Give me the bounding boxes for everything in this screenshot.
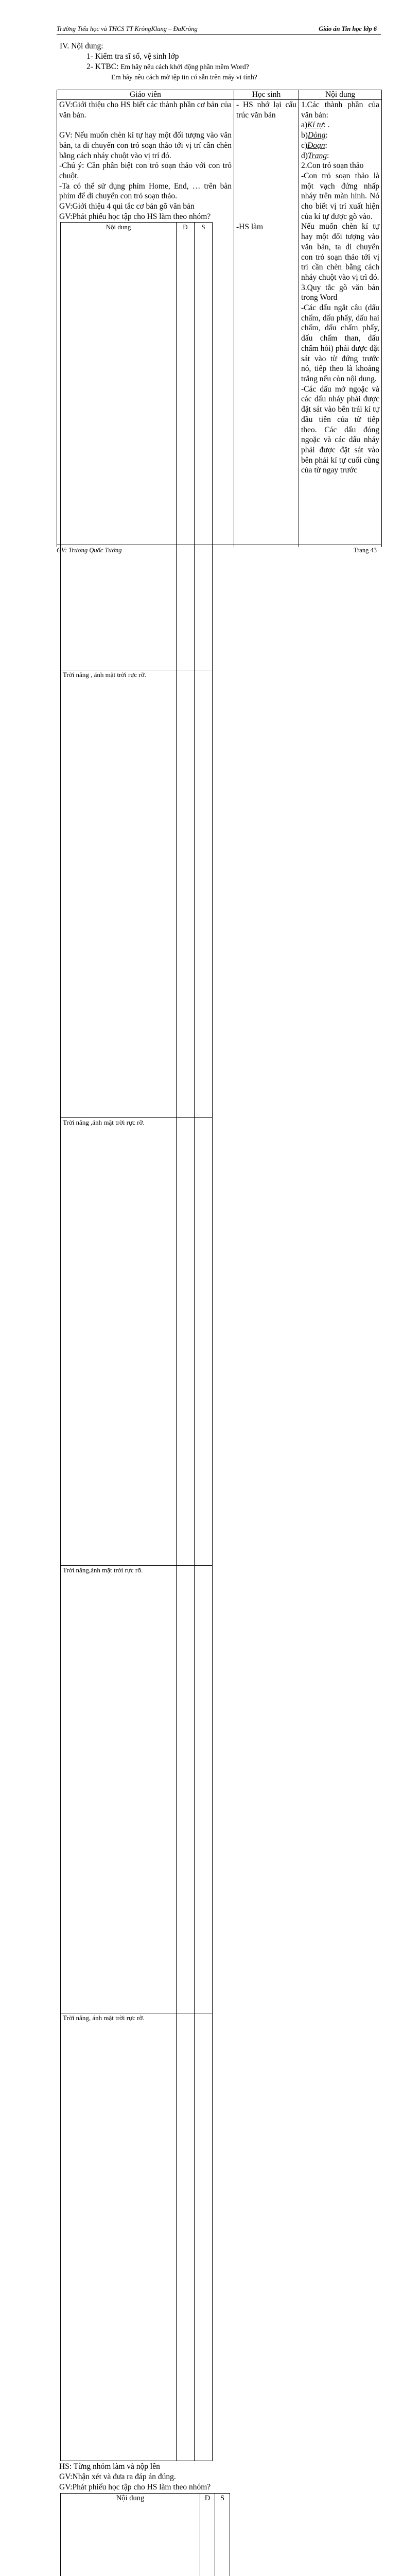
quiz1-check-true[interactable]	[177, 1566, 195, 2013]
quiz1-check-false[interactable]	[195, 2013, 213, 2461]
quiz1-check-false[interactable]	[195, 1566, 213, 2013]
intro-item-2-prefix: 2- KTBC:	[86, 62, 119, 71]
teacher-line: GV:Giới thiệu 4 qui tắc cơ bản gõ văn bản	[59, 202, 195, 211]
intro-item-1: 1- Kiểm tra sĩ số, vệ sinh lớp	[86, 52, 179, 61]
quiz-table-2	[60, 2493, 230, 2576]
col-header-student: Học sinh	[234, 90, 299, 100]
header-school: Trường Tiểu học và THCS TT KrôngKlang – ĐaKrông	[57, 25, 198, 32]
content-line: Nếu muốn chèn kí tự hay một đối tượng vào văn bản, ta di chuyển con trỏ soạn thảo tới vị trí cần chèn bằng cách nháy chuột vào vị trì đó.	[301, 222, 379, 282]
content-item-b	[301, 130, 379, 141]
content-item-c-suffix: :	[325, 141, 327, 150]
header-rule	[57, 34, 381, 35]
quiz1-header-content: Nội dung	[61, 223, 177, 670]
teacher-line: HS: Từng nhóm làm và nộp lên	[59, 2462, 160, 2471]
content-item-d-suffix: :	[326, 151, 329, 160]
intro-item-2-q2: Em hãy nêu cách mở tệp tin có sẵn trên máy vi tính?	[111, 73, 257, 81]
quiz1-header-true: Đ	[177, 223, 195, 670]
teacher-line: -Chú ý: Cần phân biệt con trỏ soạn thảo với con trỏ chuột.	[59, 161, 232, 180]
quiz1-check-true[interactable]	[177, 2013, 195, 2461]
col-header-teacher: Giáo viên	[57, 90, 234, 100]
quiz1-check-false[interactable]	[195, 670, 213, 1118]
content-item-c-term: Đoạn	[307, 141, 325, 150]
content-item-a-prefix: a)	[301, 121, 308, 130]
content-item-b-term: Dòng	[307, 131, 326, 140]
content-item-c	[301, 141, 379, 151]
content-line: 2.Con trỏ soạn thảo	[301, 161, 364, 171]
content-item-a-term: Kí tự	[307, 121, 324, 130]
quiz1-header-false: S	[195, 223, 213, 670]
col-header-content: Nội dung	[299, 90, 382, 100]
content-item-d-term: Trang	[307, 151, 327, 160]
content-item-d-prefix: d)	[301, 151, 308, 160]
quiz1-row: Trời nắng, ánh mặt trời rực rỡ.	[61, 2013, 177, 2461]
content-line: -Các dấu mở ngoặc và các dấu nháy phải được đặt sát vào bên trái kí tự đầu tiên của từ tiếp theo. Các dấu đóng ngoặc và các dấu nháy phải được đặt sát vào bên phải kí tự cuối cùng của từ ngay trước	[301, 384, 379, 475]
quiz1-row: Trời nắng , ánh mặt trời rực rỡ.	[61, 670, 177, 1118]
content-line: 1.Các thành phần của văn bản:	[301, 100, 379, 120]
footer-page-number: Trang 43	[353, 547, 377, 554]
intro-item-2-q1: Em hãy nêu cách khởi động phần mềm Word?	[120, 63, 249, 71]
quiz2-header-true: Đ	[200, 2493, 215, 2576]
quiz1-check-true[interactable]	[177, 1118, 195, 1566]
quiz1-check-true[interactable]	[177, 670, 195, 1118]
footer-author: GV: Trương Quốc Tưởng	[57, 547, 122, 554]
teacher-line: -Ta có thể sử dụng phím Home, End, … trên bàn phím để di chuyển con trỏ soạn thảo.	[59, 181, 232, 201]
intro-section	[60, 41, 257, 82]
content-item-b-prefix: b)	[301, 131, 308, 140]
content-line: -Các dấu ngắt câu (dấu chấm, dấu phẩy, dấu hai chấm, dấu chấm phẩy, dấu chấm than, dấu chấm hỏi) phải được đặt sát vào từ đứng trước nó, tiếp theo là khoảng trắng nếu còn nội dung.	[301, 303, 379, 383]
teacher-line: GV:Giới thiệu cho HS biết các thành phần cơ bản của văn bản.	[59, 100, 232, 120]
quiz1-row: Trời nắng ,ánh mặt trời rực rỡ.	[61, 1118, 177, 1566]
student-column	[234, 100, 299, 548]
content-item-a-suffix: : .	[323, 121, 330, 130]
teacher-line: GV: Nếu muốn chèn kí tự hay một đối tượng vào văn bản, ta di chuyển con trỏ soạn thảo tới vị trí cần chèn bằng cách nháy chuột vào vị trí đó.	[59, 131, 232, 160]
content-item-b-suffix: :	[325, 131, 328, 140]
quiz1-row: Trời nắng,ánh mặt trời rực rỡ.	[61, 1566, 177, 2013]
header-doc-title: Giáo án Tin học lớp 6	[319, 25, 377, 32]
quiz2-header-content: Nội dung	[61, 2493, 200, 2576]
quiz-table-1	[60, 222, 213, 2461]
teacher-line: GV:Phát phiếu học tập cho HS làm theo nhóm?	[59, 212, 211, 221]
content-item-c-prefix: c)	[301, 141, 308, 150]
student-line: - HS nhớ lại cấu trúc văn bản	[236, 100, 296, 120]
intro-heading: IV. Nội dung:	[60, 42, 103, 50]
quiz1-check-false[interactable]	[195, 1118, 213, 1566]
student-line: -HS làm	[236, 223, 264, 232]
content-column	[299, 100, 382, 548]
content-item-a	[301, 120, 379, 130]
quiz2-header-false: S	[215, 2493, 230, 2576]
content-line: -Con trỏ soạn thảo là một vạch đứng nhấp nháy trên màn hình. Nó cho biết vị trí xuất hiện của kí tự được gõ vào.	[301, 171, 379, 221]
teacher-line: GV:Phát phiếu học tập cho HS làm theo nhóm?	[59, 2482, 211, 2492]
content-line: 3.Quy tắc gõ văn bản trong Word	[301, 283, 379, 302]
intro-item-2	[60, 62, 257, 72]
teacher-line: GV:Nhận xét và đưa ra đáp án đúng.	[59, 2472, 176, 2482]
content-item-d	[301, 151, 379, 161]
